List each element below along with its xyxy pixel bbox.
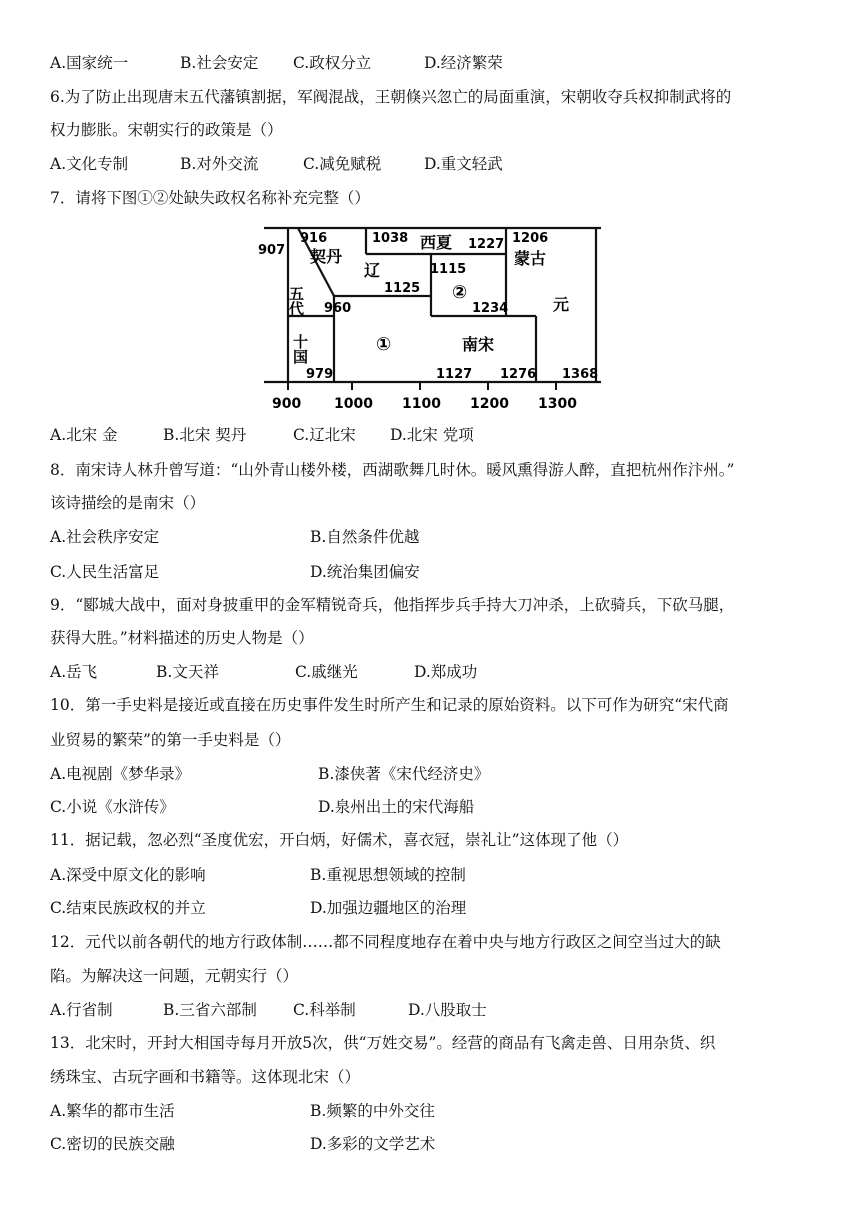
q10-option-a[interactable]: A.电视剧《梦华录》 (50, 765, 191, 783)
year-label: 1206 (512, 231, 549, 246)
year-label: 979 (306, 367, 334, 382)
q5-option-d[interactable]: D.经济繁荣 (424, 54, 503, 72)
q12-option-d[interactable]: D.八股取士 (408, 1001, 487, 1019)
axis-tick-label: 1000 (334, 396, 373, 412)
q8-option-d[interactable]: D.统治集团偏安 (310, 563, 420, 581)
q10-option-b[interactable]: B.漆侠著《宋代经济史》 (318, 765, 490, 783)
regime-label-xixia: 西夏 (420, 233, 453, 252)
q6-option-b[interactable]: B.对外交流 (180, 155, 259, 173)
q12-option-a[interactable]: A.行省制 (50, 1001, 113, 1019)
axis-tick-label: 1100 (402, 396, 441, 412)
axis-tick-label: 1200 (470, 396, 509, 412)
q6-stem-line1: 6.为了防止出现唐末五代藩镇割据，军阀混战，王朝倏兴忽亡的局面重演，宋朝收夺兵权抑制武将的 (50, 88, 732, 106)
q7-option-d[interactable]: D.北宋 党项 (390, 426, 474, 444)
q6-option-c[interactable]: C.减免赋税 (303, 155, 382, 173)
q7-option-b[interactable]: B.北宋 契丹 (163, 426, 247, 444)
regime-label-nansong: 南宋 (462, 335, 495, 354)
q11-option-a[interactable]: A.深受中原文化的影响 (50, 866, 206, 884)
q11-option-d[interactable]: D.加强边疆地区的治理 (310, 899, 467, 917)
regime-label-wudai: 五代 (287, 286, 305, 316)
q6-option-d[interactable]: D.重文轻武 (424, 155, 503, 173)
year-label: 1276 (500, 367, 537, 382)
q8-option-c[interactable]: C.人民生活富足 (50, 563, 160, 581)
q7-option-a[interactable]: A.北宋 金 (50, 426, 118, 444)
q12-option-c[interactable]: C.科举制 (293, 1001, 356, 1019)
year-label: 1115 (430, 262, 467, 277)
regime-label-blank2: ② (452, 282, 468, 303)
q9-stem-line2: 获得大胜。”材料描述的历史人物是（） (50, 629, 314, 647)
regime-timeline-diagram (256, 218, 606, 414)
year-label: 1125 (384, 281, 421, 296)
axis-tick-label: 1300 (538, 396, 577, 412)
axis-tick-label: 900 (272, 396, 302, 412)
q9-option-a[interactable]: A.岳飞 (50, 663, 98, 681)
regime-label-shiguo: 十国 (291, 334, 309, 364)
q8-stem-line1: 8．南宋诗人林升曾写道：“山外青山楼外楼，西湖歌舞几时休。暖风熏得游人醉，直把杭州作汴州。” (50, 461, 735, 479)
q13-stem-line2: 绣珠宝、古玩字画和书籍等。这体现北宋（） (50, 1068, 361, 1086)
q11-option-c[interactable]: C.结束民族政权的并立 (50, 899, 206, 917)
year-label: 907 (258, 243, 286, 258)
q13-option-b[interactable]: B.频繁的中外交往 (310, 1102, 435, 1120)
q12-stem-line1: 12．元代以前各朝代的地方行政体制……都不同程度地存在着中央与地方行政区之间空当过大的缺 (50, 933, 721, 951)
regime-label-liao: 辽 (364, 261, 381, 280)
q9-stem-line1: 9．“郾城大战中，面对身披重甲的金军精锐奇兵，他指挥步兵手持大刀冲杀，上砍骑兵，下砍马腿， (50, 596, 735, 614)
q9-option-c[interactable]: C.戚继光 (295, 663, 358, 681)
q10-option-c[interactable]: C.小说《水浒传》 (50, 798, 175, 816)
q11-stem: 11．据记载，忽必烈“圣度优宏，开白炳，好儒术，喜衣冠，崇礼让”这体现了他（） (50, 831, 629, 849)
regime-label-yuan: 元 (553, 295, 570, 314)
q6-option-a[interactable]: A.文化专制 (50, 155, 129, 173)
q5-option-b[interactable]: B.社会安定 (180, 54, 259, 72)
q13-stem-line1: 13．北宋时，开封大相国寺每月开放5次，供“万姓交易”。经营的商品有飞禽走兽、日用杂货、织 (50, 1034, 716, 1052)
q8-option-b[interactable]: B.自然条件优越 (310, 528, 420, 546)
q10-stem-line2: 业贸易的繁荣”的第一手史料是（） (50, 731, 291, 749)
q5-option-a[interactable]: A.国家统一 (50, 54, 129, 72)
regime-label-qidan: 契丹 (310, 247, 343, 266)
q5-option-c[interactable]: C.政权分立 (293, 54, 372, 72)
year-label: 960 (324, 301, 352, 316)
q6-stem-line2: 权力膨胀。宋朝实行的政策是（） (50, 121, 283, 139)
q7-stem: 7．请将下图①②处缺失政权名称补充完整（） (50, 189, 370, 207)
q9-option-b[interactable]: B.文天祥 (156, 663, 219, 681)
q13-option-c[interactable]: C.密切的民族交融 (50, 1135, 175, 1153)
q8-stem-line2: 该诗描绘的是南宋（） (50, 494, 206, 512)
q12-option-b[interactable]: B.三省六部制 (163, 1001, 257, 1019)
year-label: 1127 (436, 367, 473, 382)
q13-option-d[interactable]: D.多彩的文学艺术 (310, 1135, 436, 1153)
year-label: 916 (300, 231, 328, 246)
q10-option-d[interactable]: D.泉州出土的宋代海船 (318, 798, 475, 816)
q9-option-d[interactable]: D.郑成功 (414, 663, 478, 681)
q10-stem-line1: 10．第一手史料是接近或直接在历史事件发生时所产生和记录的原始资料。以下可作为研究“宋代商 (50, 696, 729, 714)
q13-option-a[interactable]: A.繁华的都市生活 (50, 1102, 175, 1120)
q12-stem-line2: 陷。为解决这一问题，元朝实行（） (50, 967, 299, 985)
year-label: 1368 (562, 367, 599, 382)
q8-option-a[interactable]: A.社会秩序安定 (50, 528, 160, 546)
q7-option-c[interactable]: C.辽北宋 (293, 426, 356, 444)
regime-label-menggu: 蒙古 (514, 249, 547, 268)
q11-option-b[interactable]: B.重视思想领域的控制 (310, 866, 466, 884)
regime-label-blank1: ① (376, 334, 392, 355)
year-label: 1227 (468, 237, 505, 252)
year-label: 1234 (472, 301, 509, 316)
year-label: 1038 (372, 231, 409, 246)
